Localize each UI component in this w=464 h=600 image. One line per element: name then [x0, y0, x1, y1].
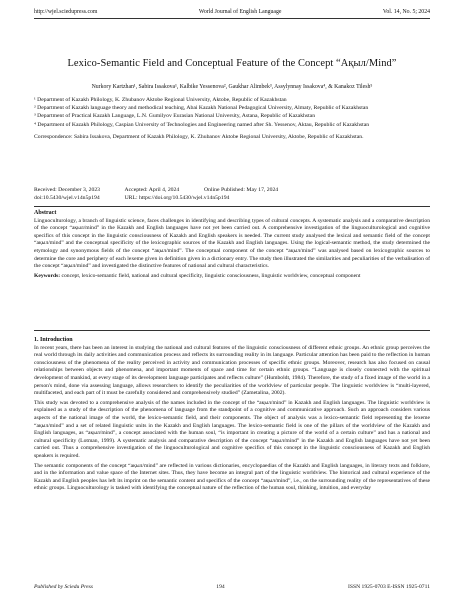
affiliation-2: ² Department of Kazakh language theory and methodical teaching, Abai Kazakh National Pedagogical University, Almaty, Republic of Kazakhstan — [34, 105, 369, 112]
running-header — [34, 9, 430, 15]
affiliation-3: ³ Department of Practical Kazakh Language, L.N. Gumilyov Eurasian National University, Astana, Republic of Kazakhstan — [34, 113, 316, 120]
affiliations — [34, 96, 430, 141]
page-footer — [34, 584, 430, 590]
published-date: Online Published: May 17, 2024 — [204, 187, 279, 193]
publisher: Published by Sciedu Press — [34, 584, 93, 590]
author-list: Nurkory Kartzhan¹, Sabira Issakova¹, Kalbike Yessenova², Gaukhar Alimbek³, Assylynnay Issakova⁴, & Kanakoz Tilesh⁵ — [91, 84, 373, 90]
abstract-divider — [34, 206, 430, 207]
volume-info: Vol. 14, No. 5; 2024 — [382, 9, 430, 15]
header-rule — [34, 18, 430, 19]
intro-paragraph-2: This study was devoted to a comprehensive analysis of the names included in the concept of the “ақыл/mind” in Kazakh and English languages. The linguistic worldview is explained as a study of the description of the phenomena of language from the standpoint of a cognitive and communicative approach. Such an approach considers various aspects of the national image of the world, the lexico-semantic field, and their components. The object of analysis was a lexico-semantic field representing the lexeme “ақыл/mind” and a set of related linguistic units in the Kazakh and English languages. The lexico-semantic field is one of the pillars of the worldview of the Kazakh and English languages, as “ақыл/mind”, a concept associated with the human soul, “is important in creating a picture of the world of a certain culture” and has a national and cultural specificity (Lotman, 1999). A systematic analysis and comparative description of the concept “ақыл/mind” in the Kazakh and English languages have not yet been carried out. Thus a comprehensive investigation of the linguoculturological and cognitive specifics of this concept in the linguistic consciousness of Kazakh and English speakers is required. — [34, 399, 430, 459]
body-divider — [34, 330, 430, 331]
intro-paragraph-3: The semantic components of the concept “ақыл/mind” are reflected in various dictionaries, encyclopaedias of the Kazakh and English languages, in literary texts and folklore, and in the information and value space of the Internet sites. Thus, they have become an integral part of the linguistic worldview. The historical and cultural experience of the Kazakh and English peoples has left its imprint on the semantic content and specifics of the concept “ақыл/mind”, i.e., on the surrounding reality of the representatives of these ethnic groups. Linguoculturology is tasked with identifying the conceptual nature of the reflection of the human soul, thinking, intuition, and everyday — [34, 462, 430, 492]
affiliation-4: ⁴ Department of Kazakh Philology, Caspian University of Technologies and Engineering named after Sh. Yessenov, Aktau, Republic of Kazakhstan — [34, 121, 370, 128]
doi-url[interactable]: URL: https://doi.org/10.5430/wjel.v14n5p194 — [124, 195, 230, 202]
journal-name: World Journal of English Language — [198, 9, 282, 15]
introduction-heading: 1. Introduction — [34, 337, 73, 343]
journal-url[interactable]: http://wjel.sciedupress.com — [34, 9, 98, 15]
page-number: 194 — [216, 584, 225, 590]
keywords-label: Keywords: — [34, 272, 61, 279]
paper-title: Lexico-Semantic Field and Conceptual Feature of the Concept “Ақыл/Mind” — [67, 58, 397, 69]
article-dates — [34, 186, 430, 202]
doi: doi:10.5430/wjel.v14n5p194 — [34, 195, 100, 202]
accepted-date: Accepted: April 4, 2024 — [124, 187, 180, 193]
received-date: Received: December 3, 2023 — [34, 187, 101, 193]
abstract-section — [34, 210, 430, 280]
abstract-text: Linguoculturology, a branch of linguistic science, faces challenges in identifying and describing types of cultural concepts. A systematic analysis and a comparative description of the concept “ақыл/mind” in the Kazakh and English languages have not yet been carried out. A comprehensive investigation of the linguoculturological and cognitive specifics of this concept in the linguistic consciousness of Kazakh and English speakers is needed. The current study analysed the lexical and semantic field of the concept “ақыл/mind” and the conceptual specificity of the lexicographic sources of the Kazakh and English languages. Using the logical-semantic method, the study determined the etymology and synonymous fields of the concept “ақыл/mind”. The conceptual component of the concept “ақыл/mind” was analysed based on lexicographic sources to determine the core and periphery of each lexeme given in definition given in a dictionary entry. The study then illustrated the similarities and peculiarities of the verbalisation of the concept “ақыл/mind” and investigated the distinctive features of national and cultural characteristics. — [34, 217, 430, 270]
intro-paragraph-1: In recent years, there has been an interest in studying the national and cultural features of the linguistic consciousness of different ethnic groups. An ethnic group perceives the real world through its daily activities and communication process and reflects its surrounding reality in its language. Particular attention has been paid to the reflection in human consciousness of the phenomena of the reality perceived in activity and communication processes of specific ethnic groups. Moreover, research has also focused on causal relationships between objects and phenomena, and important moments of space and time for certain ethnic groups. “Language is closely connected with the spiritual development of mankind, at every stage of its development language participates and reflects culture” (Humboldt, 1984). Therefore, the study of a fixed image of the world in a person's mind, done via assessing language, allows researchers to identify the peculiarities of the worldview of particular people. The linguistic worldview is “multi-layered, multifaceted, and each part of it must be carefully considered and comprehensively studied” (Zametalina, 2002). — [34, 344, 430, 397]
correspondence: Correspondence: Sabira Issakova, Department of Kazakh Philology, K. Zhubanov Aktobe Regional University, Aktobe, Republic of Kazakhstan. — [34, 133, 364, 140]
issn: ISSN 1925-0703 E-ISSN 1925-0711 — [348, 584, 430, 590]
affiliation-1: ¹ Department of Kazakh Philology, K. Zhubanov Aktobe Regional University, Aktobe, Republic of Kazakhstan — [34, 97, 287, 103]
introduction-section — [34, 337, 430, 493]
keywords-text: concept, lexico-semantic field, national and cultural specificity, linguistic consciousness, linguistic worldview, conceptual component — [61, 272, 361, 279]
abstract-heading: Abstract — [34, 210, 57, 216]
